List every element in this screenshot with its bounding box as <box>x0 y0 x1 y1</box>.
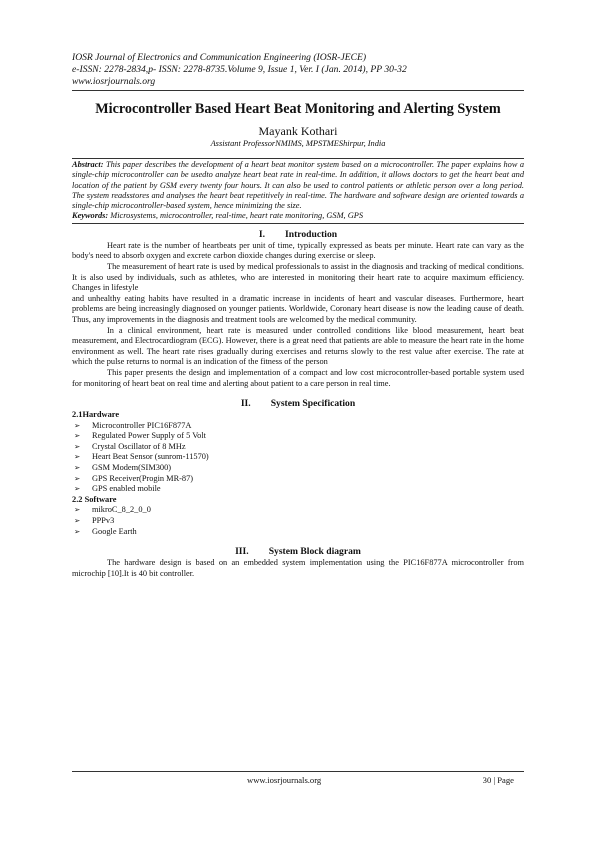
arrow-bullet-icon: ➢ <box>74 505 81 515</box>
paper-page <box>72 52 524 579</box>
arrow-bullet-icon: ➢ <box>74 441 81 451</box>
intro-paragraph-3: and unhealthy eating habits have resulted in a dramatic increase in incidents of heart and vascular diseases. Furthermore, heart problems are being increasingly diagnosed on younger patients. Worldwide, Coronary heart disease is now the leading cause of death. Thus, any improvements in the diagnosis and treatment tools are welcomed by the medical community. <box>72 293 524 324</box>
page-footer <box>72 771 524 785</box>
abstract-label: Abstract: <box>72 160 104 169</box>
abstract-block <box>72 158 524 224</box>
section-title: Introduction <box>285 228 338 240</box>
arrow-bullet-icon: ➢ <box>74 473 81 483</box>
section-title: System Specification <box>270 398 356 410</box>
software-list <box>72 505 524 537</box>
list-item: ➢ PPPv3 <box>74 516 115 526</box>
keywords <box>72 211 524 221</box>
footer-site: www.iosrjournals.org <box>247 775 322 785</box>
arrow-bullet-icon: ➢ <box>74 452 81 462</box>
list-item: ➢ GPS Receiver(Progin MR-87) <box>74 473 194 483</box>
author-name: Mayank Kothari <box>258 124 338 138</box>
arrow-bullet-icon: ➢ <box>74 484 81 494</box>
arrow-bullet-icon: ➢ <box>74 431 81 441</box>
page-number: 30 | Page <box>482 775 514 785</box>
paper-title: Microcontroller Based Heart Beat Monitoring and Alerting System <box>95 101 501 117</box>
journal-issn: e-ISSN: 2278-2834,p- ISSN: 2278-8735.Volume 9, Issue 1, Ver. I (Jan. 2014), PP 30-32 <box>72 64 407 75</box>
list-item: ➢ mikroC_8_2_0_0 <box>74 505 151 515</box>
section-heading-block-diagram <box>72 546 524 558</box>
arrow-bullet-icon: ➢ <box>74 420 81 430</box>
list-item: ➢ GSM Modem(SIM300) <box>74 463 172 473</box>
list-item: ➢ Microcontroller PIC16F877A <box>74 420 192 430</box>
block-diagram-paragraph: The hardware design is based on an embedded system implementation using the PIC16F877A microcontroller from microchip [10].It is 40 bit controller. <box>72 558 524 578</box>
intro-paragraph-4: In a clinical environment, heart rate is measured under controlled conditions like blood measurement, heart beat measurement, and Electrocardiogram (ECG). However, there is a great need that patients are able to measure the heart rate in the home environment as well. The heart rate rises gradually during exercises and returns slowly to the rest value after exercise. The rate at which the pulse returns to normal is an indication of the fitness of the person <box>72 325 524 367</box>
section-number: III. <box>235 546 249 558</box>
section-number: II. <box>240 398 251 410</box>
section-heading-specification <box>72 398 524 410</box>
section-number: I. <box>258 228 266 240</box>
journal-header <box>72 52 524 88</box>
list-item: ➢ Regulated Power Supply of 5 Volt <box>74 431 206 441</box>
list-item: ➢ Crystal Oscillator of 8 MHz <box>74 441 186 451</box>
journal-site: www.iosrjournals.org <box>72 76 156 87</box>
software-subheading: 2.2 Software <box>72 494 117 504</box>
author-affiliation: Assistant ProfessorNMIMS, MPSTMEShirpur, India <box>210 139 386 148</box>
section-title: System Block diagram <box>268 546 361 558</box>
list-item: ➢ Google Earth <box>74 526 137 536</box>
hardware-list <box>72 421 524 495</box>
arrow-bullet-icon: ➢ <box>74 516 81 526</box>
list-item: ➢ Heart Beat Sensor (sunrom-11570) <box>74 452 209 462</box>
keywords-text: Microsystems, microcontroller, real-time, heart rate monitoring, GSM, GPS <box>108 211 363 221</box>
intro-paragraph-2: The measurement of heart rate is used by medical professionals to assist in the diagnosis and tracking of medical conditions. It is also used by individuals, such as athletes, who are interested in monitoring their heart rate to acquire maximum efficiency. Changes in lifestyle <box>72 261 524 293</box>
keywords-label: Keywords: <box>72 211 109 221</box>
abstract <box>72 160 524 211</box>
arrow-bullet-icon: ➢ <box>74 526 81 536</box>
hardware-subheading: 2.1Hardware <box>72 410 120 420</box>
list-item: ➢ GPS enabled mobile <box>74 484 161 494</box>
intro-paragraph-1: Heart rate is the number of heartbeats per unit of time, typically expressed as beats per minute. Heart rate can vary as the body's need to absorb oxygen and excrete carbon dioxide changes during exercise or sleep. <box>72 240 524 261</box>
section-heading-introduction <box>72 229 524 241</box>
journal-name: IOSR Journal of Electronics and Communication Engineering (IOSR-JECE) <box>72 52 367 63</box>
header-divider <box>72 90 524 91</box>
abstract-text: This paper describes the development of a heart beat monitor system based on a microcontroller. The paper explains how a single-chip microcontroller can be usedto analyze heart beat rate in real-time. In addition, it allows doctors to get the heart beat and location of the patient by GSM every twenty four hours. It can also be used to control patients or athletic person over a long period. The system readsstores and analyses the heart beat repetitively in real-time. The hardware and software design are oriented towards a single-chip microcontroller-based system, hence minimizing the size. <box>72 160 524 211</box>
arrow-bullet-icon: ➢ <box>74 463 81 473</box>
intro-paragraph-5: This paper presents the design and implementation of a compact and low cost microcontroller-based portable system used for monitoring of heart beat on real time and alerting about patient to a care person in real time. <box>72 367 524 388</box>
